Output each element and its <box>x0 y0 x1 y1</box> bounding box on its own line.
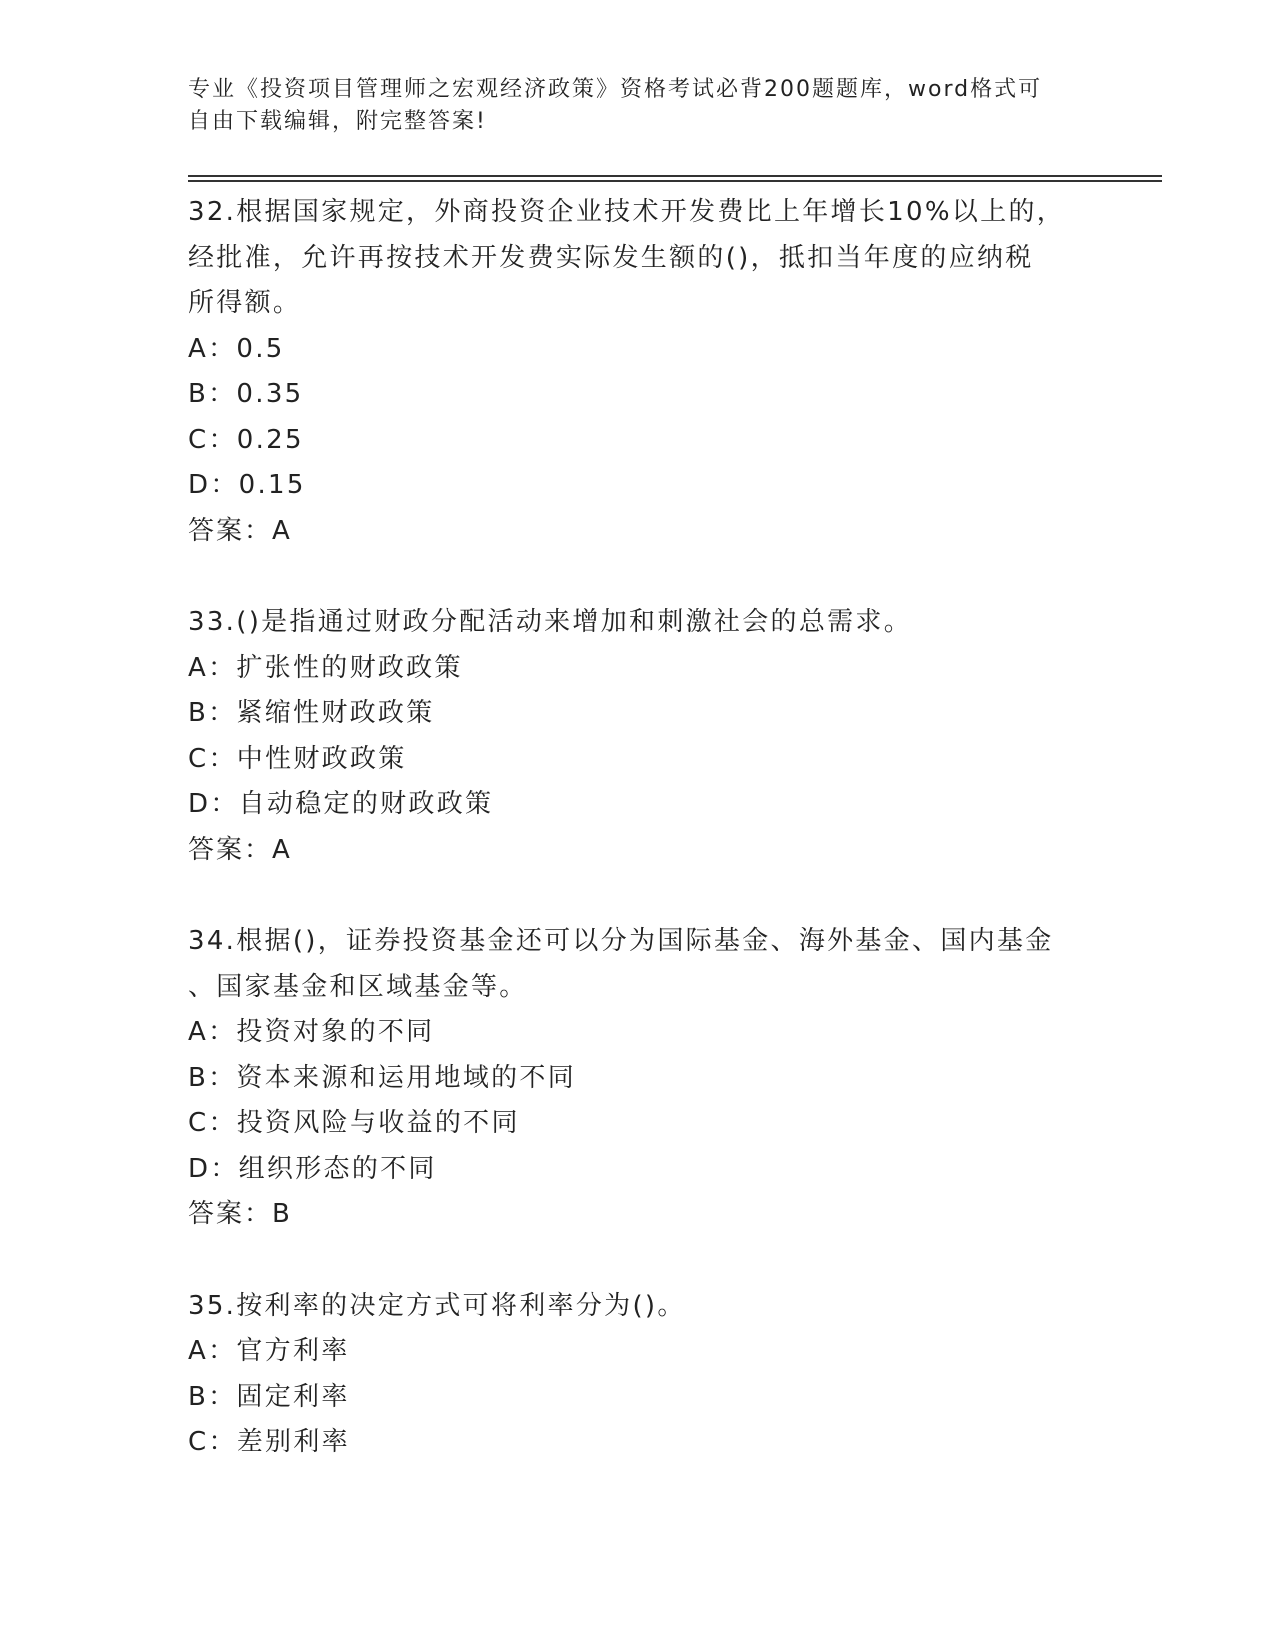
question-option: A：0.5 <box>188 333 285 364</box>
question-option: B：0.35 <box>188 379 304 409</box>
question-option: A：扩张性的财政政策 <box>188 652 463 683</box>
question-answer: 答案：A <box>188 834 292 865</box>
header-line-2: 自由下载编辑，附完整答案! <box>188 109 487 134</box>
question-option: C：中性财政政策 <box>188 743 407 774</box>
question-list <box>188 190 1088 1512</box>
question-option: A：投资对象的不同 <box>188 1017 435 1047</box>
question-option: A：官方利率 <box>188 1336 350 1366</box>
question-stem-line: 经批准，允许再按技术开发费实际发生额的()，抵扣当年度的应纳税 <box>188 242 1034 273</box>
question-option: C：投资风险与收益的不同 <box>188 1108 520 1138</box>
question-answer: 答案：A <box>188 515 292 546</box>
question-option: B：紧缩性财政政策 <box>188 698 435 728</box>
question-block <box>188 190 1088 554</box>
question-option: D：组织形态的不同 <box>188 1153 437 1184</box>
header-divider-bottom <box>188 180 1162 182</box>
header-line-1: 专业《投资项目管理师之宏观经济政策》资格考试必背200题题库，word格式可 <box>188 77 1043 102</box>
question-stem-line: 、国家基金和区域基金等。 <box>188 971 528 1002</box>
question-block <box>188 1284 1088 1466</box>
question-option: D：0.15 <box>188 470 306 500</box>
question-stem-line: 32.根据国家规定，外商投资企业技术开发费比上年增长10%以上的， <box>188 197 1066 227</box>
question-stem-line: 33.()是指通过财政分配活动来增加和刺激社会的总需求。 <box>188 607 913 637</box>
question-option: D：自动稳定的财政政策 <box>188 789 494 819</box>
question-option: B：固定利率 <box>188 1381 350 1412</box>
question-answer: 答案：B <box>188 1199 292 1229</box>
question-stem-line: 所得额。 <box>188 288 302 318</box>
question-stem-line: 35.按利率的决定方式可将利率分为()。 <box>188 1290 686 1321</box>
document-header <box>188 74 1068 138</box>
question-option: C：0.25 <box>188 424 304 455</box>
question-option: C：差别利率 <box>188 1427 350 1457</box>
question-stem-line: 34.根据()，证券投资基金还可以分为国际基金、海外基金、国内基金 <box>188 926 1054 956</box>
header-divider-top <box>188 175 1162 177</box>
question-block <box>188 600 1088 873</box>
question-option: B：资本来源和运用地域的不同 <box>188 1062 577 1093</box>
question-block <box>188 919 1088 1238</box>
